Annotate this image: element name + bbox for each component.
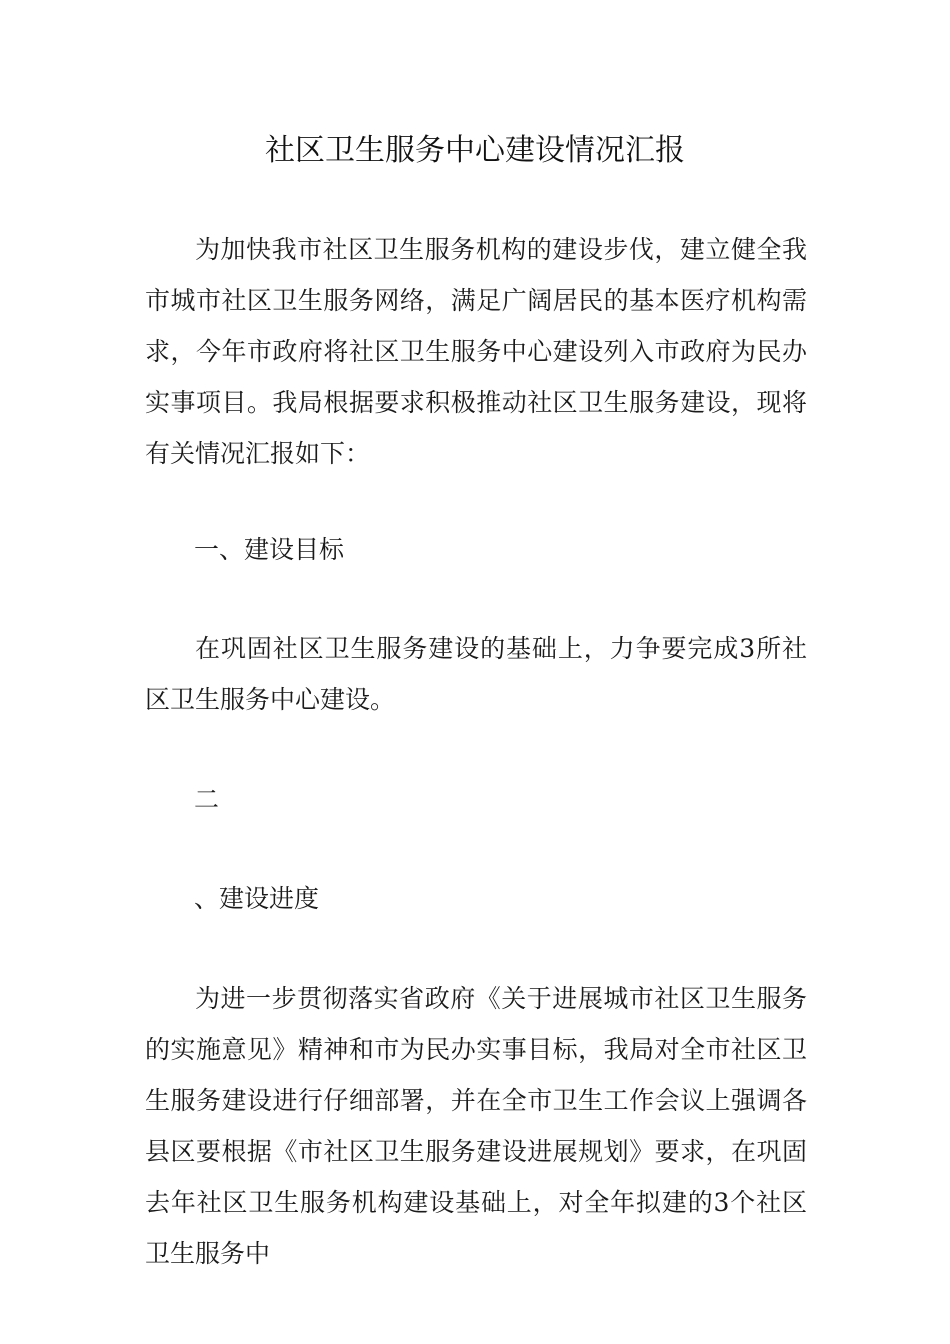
section-1-paragraph: 在巩固社区卫生服务建设的基础上，力争要完成3所社区卫生服务中心建设。 [145,634,807,714]
section-1-heading: 一、建设目标 [194,535,345,564]
section-2-paragraph: 为进一步贯彻落实省政府《关于进展城市社区卫生服务的实施意见》精神和市为民办实事目标，我局对全市社区卫生服务建设进行仔细部署，并在全市卫生工作会议上强调各县区要根据《市社区卫生服务建设进展规划》要求，在巩固去年社区卫生服务机构建设基础上，对全年拟建的3个社区卫生服务中 [145,984,807,1268]
section-2-heading-number: 二 [194,785,220,814]
document-title: 社区卫生服务中心建设情况汇报 [265,133,685,168]
section-2-heading-text: 、建设进度 [194,884,320,913]
intro-paragraph: 为加快我市社区卫生服务机构的建设步伐，建立健全我市城市社区卫生服务网络，满足广阔居民的基本医疗机构需求，今年市政府将社区卫生服务中心建设列入市政府为民办实事项目。我局根据要求积极推动社区卫生服务建设，现将有关情况汇报如下： [145,235,807,468]
